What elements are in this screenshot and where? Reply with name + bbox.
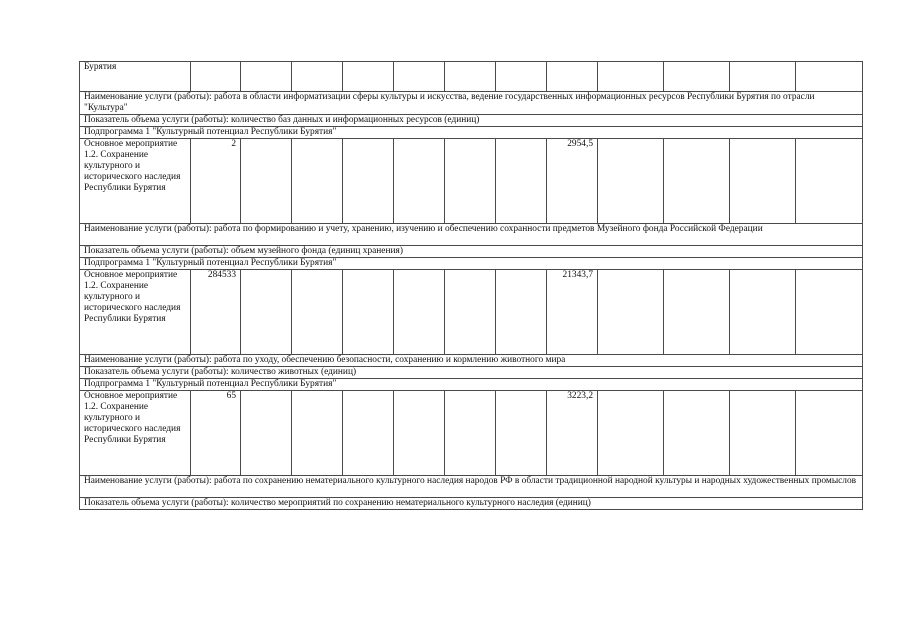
empty-cell [730, 139, 796, 224]
empty-cell [664, 391, 730, 476]
activity-name-cell: Бурятия [80, 62, 191, 92]
empty-cell [394, 391, 445, 476]
indicator-cell: Показатель объема услуги (работы): объем музейного фонда (единиц хранения) [80, 246, 863, 258]
empty-cell [598, 62, 664, 92]
table-row [80, 127, 863, 139]
table-row [80, 246, 863, 258]
empty-cell [598, 391, 664, 476]
amount-cell: 21343,7 [547, 270, 598, 355]
empty-cell [445, 139, 496, 224]
table-row [80, 379, 863, 391]
empty-cell [598, 139, 664, 224]
empty-cell [664, 139, 730, 224]
amount-cell: 2954,5 [547, 139, 598, 224]
empty-cell [496, 139, 547, 224]
empty-cell [730, 62, 796, 92]
table-row [80, 498, 863, 510]
empty-cell [445, 62, 496, 92]
service-name-cell: Наименование услуги (работы): работа по сохранению нематериального культурного наследия народов РФ в области традиционной народной культуры и народных художественных промыслов [80, 476, 863, 498]
table-row [80, 115, 863, 127]
amount-cell: 3223,2 [547, 391, 598, 476]
empty-cell [445, 391, 496, 476]
table-row [80, 355, 863, 367]
empty-cell [241, 139, 292, 224]
volume-cell: 284533 [191, 270, 241, 355]
empty-cell [292, 391, 343, 476]
empty-cell [796, 270, 863, 355]
service-name-cell: Наименование услуги (работы): работа по уходу, обеспечению безопасности, сохранению и кормлению животного мира [80, 355, 863, 367]
volume-cell: 65 [191, 391, 241, 476]
table-row [80, 92, 863, 115]
empty-cell [796, 139, 863, 224]
empty-cell [292, 139, 343, 224]
empty-cell [730, 270, 796, 355]
empty-cell [664, 270, 730, 355]
empty-cell [292, 270, 343, 355]
empty-cell [394, 139, 445, 224]
empty-cell [241, 62, 292, 92]
empty-cell [343, 270, 394, 355]
table-row [80, 367, 863, 379]
indicator-cell: Показатель объема услуги (работы): количество мероприятий по сохранению нематериального культурного наследия (единиц) [80, 498, 863, 510]
empty-cell [496, 270, 547, 355]
table-row [80, 224, 863, 246]
empty-cell [796, 62, 863, 92]
table-row [80, 258, 863, 270]
empty-cell [496, 391, 547, 476]
activity-name-cell: Основное мероприятие 1.2. Сохранение культурного и исторического наследия Республики Бурятия [80, 139, 191, 224]
empty-cell [598, 270, 664, 355]
empty-cell [191, 62, 241, 92]
empty-cell [292, 62, 343, 92]
empty-cell [445, 270, 496, 355]
empty-cell [664, 62, 730, 92]
empty-cell [241, 391, 292, 476]
empty-cell [343, 139, 394, 224]
subprogram-cell: Подпрограмма 1 "Культурный потенциал Республики Бурятия" [80, 258, 863, 270]
empty-cell [394, 62, 445, 92]
empty-cell [343, 391, 394, 476]
table-row [80, 62, 863, 92]
empty-cell [496, 62, 547, 92]
table-row [80, 476, 863, 498]
indicator-cell: Показатель объема услуги (работы): количество баз данных и информационных ресурсов (единиц) [80, 115, 863, 127]
empty-cell [796, 391, 863, 476]
service-name-cell: Наименование услуги (работы): работа в области информатизации сферы культуры и искусства, ведение государственных информационных ресурсов Республики Бурятия по отрасли "Культура" [80, 92, 863, 115]
empty-cell [241, 270, 292, 355]
subprogram-cell: Подпрограмма 1 "Культурный потенциал Республики Бурятия" [80, 379, 863, 391]
empty-cell [343, 62, 394, 92]
activity-name-cell: Основное мероприятие 1.2. Сохранение культурного и исторического наследия Республики Бурятия [80, 391, 191, 476]
subprogram-cell: Подпрограмма 1 "Культурный потенциал Республики Бурятия" [80, 127, 863, 139]
empty-cell [730, 391, 796, 476]
empty-cell [394, 270, 445, 355]
table-row [80, 270, 863, 355]
budget-table [79, 61, 863, 510]
service-name-cell: Наименование услуги (работы): работа по формированию и учету, хранению, изучению и обеспечению сохранности предметов Музейного фонда Российской Федерации [80, 224, 863, 246]
table-row [80, 139, 863, 224]
volume-cell: 2 [191, 139, 241, 224]
indicator-cell: Показатель объема услуги (работы): количество животных (единиц) [80, 367, 863, 379]
table-row [80, 391, 863, 476]
activity-name-cell: Основное мероприятие 1.2. Сохранение культурного и исторического наследия Республики Бурятия [80, 270, 191, 355]
empty-cell [547, 62, 598, 92]
